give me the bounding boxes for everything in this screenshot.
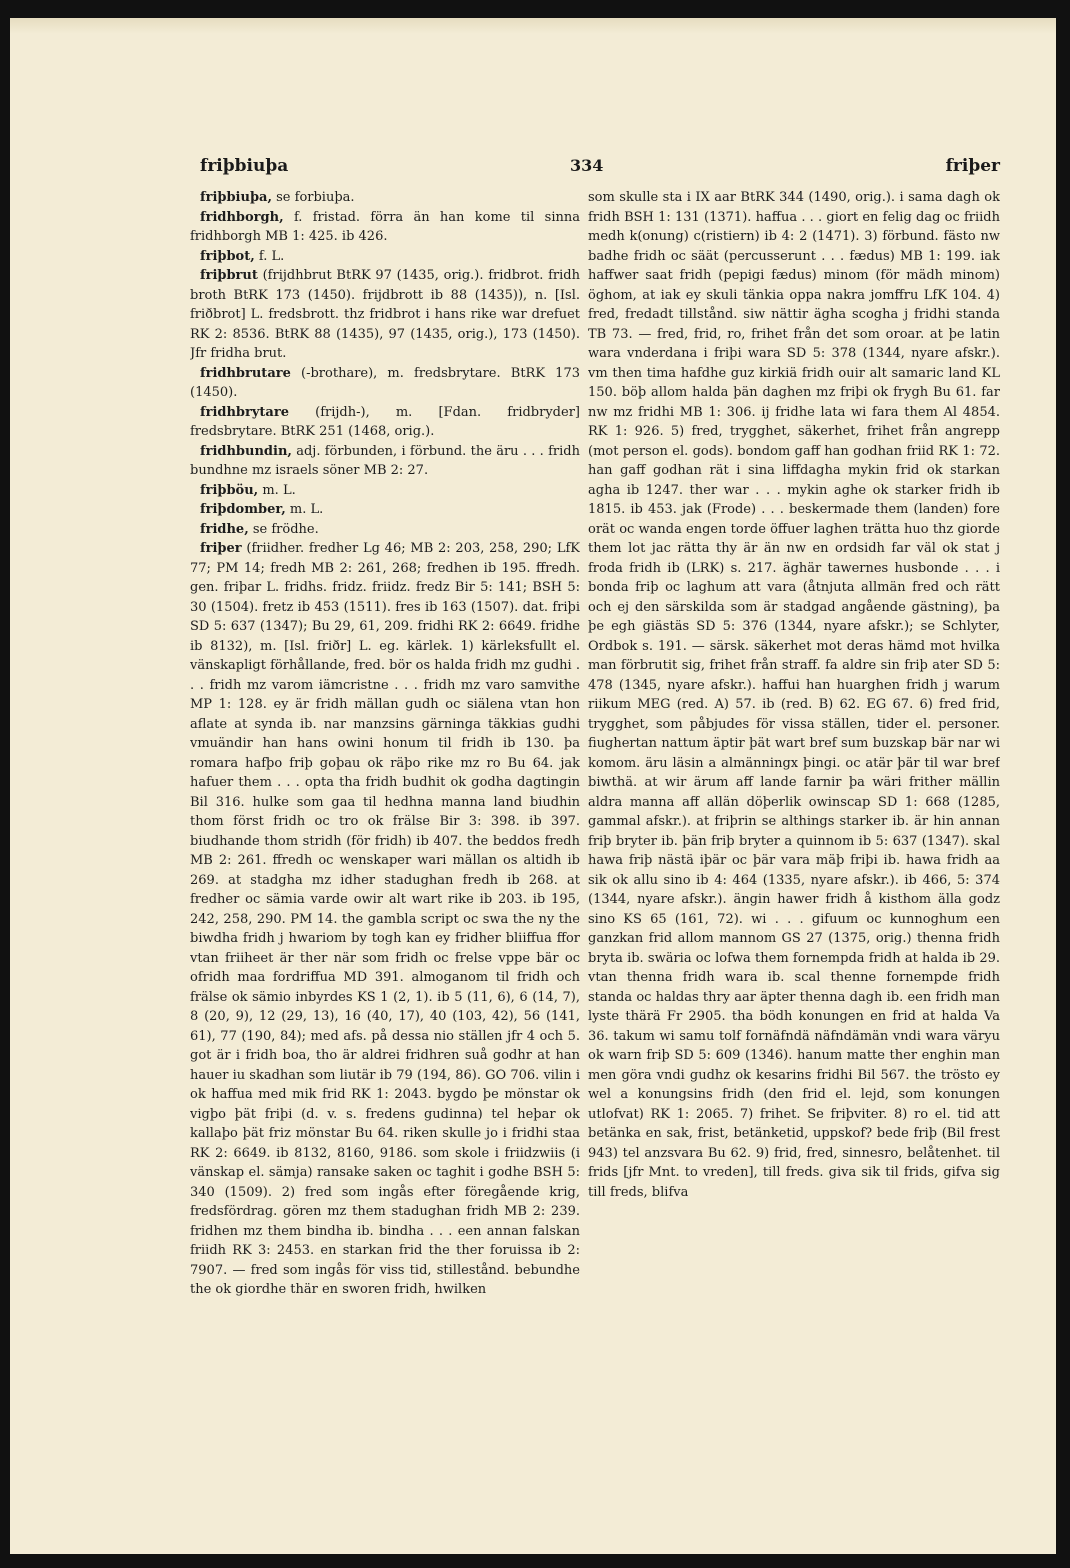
entry-text: (frijdhbrut BtRK 97 (1435, orig.). fridbrot. fridh broth BtRK 173 (1450). frijdbrott ib 88 (1435)), n. [Isl. friðbrot] L. fredsbrott. thz fridbrot i hans rike war drefuet RK 2: 8536. BtRK 88 (1435), 97 (1435, orig.), 173 (1450). Jfr fridha brut. — [190, 268, 580, 361]
header-right-catchword: friþer — [945, 156, 1000, 176]
entry — [190, 403, 580, 442]
entry-text: m. L. — [289, 502, 324, 517]
entry-text: (frijdh-), m. [Fdan. fridbryder] fredsbrytare. BtRK 251 (1468, orig.). — [190, 404, 580, 439]
headword: friþbot, — [200, 248, 255, 264]
header-left-catchword: friþbiuþa — [200, 156, 289, 176]
entry — [190, 500, 580, 520]
entry — [190, 520, 580, 540]
entry-text: se forbiuþa. — [276, 190, 355, 205]
entry — [190, 188, 580, 208]
page-header — [200, 156, 1000, 182]
headword: fridhborgh, — [200, 209, 284, 225]
entry-text: som skulle sta i IX aar BtRK 344 (1490, orig.). i sama dagh ok fridh BSH 1: 131 (1371). haffua . . . giort en felig dag oc friidh medh k(onung) c(ristiern) ib 4: 2 (1471). 3) förbund. fästo nw badhe fridh oc säät (percusserunt . . . fædus) MB 1: 199. iak haffwer saat fridh (pepigi fædus) minom (för mädh minom) öghom, at iak ey skuli tänkia oppa nakra jomffru LfK 104. 4) fred, fredadt tillstånd. siw nättir ägha scogha j fridhi standa TB 73. — fred, frid, ro, frihet från det som oroar. at þe latin wara vnderdana i friþi wara SD 5: 378 (1344, nyare afskr.). vm then tima hafdhe guz kirkiä fridh ouir alt samaric land KL 150. böþ allom halda þän daghen mz friþi ok frygh Bu 61. far nw mz fridhi MB 1: 306. ij fridhe lata wi fara them Al 4854. RK 1: 926. 5) fred, trygghet, säkerhet, frihet från angrepp (mot person el. gods). bondom gaff han godhan friid RK 1: 72. han gaff godhan rät i sina liffdagha mykin frid ok starkan agha ib 1247. ther war . . . mykin aghe ok starker fridh ib 1815. ib 453. jak (Frode) . . . beskermade them (landen) fore orät oc wanda engen torde öffuer laghen trätta huo thz giorde them lot jac rätta thy är än nw en ordsidh far väl ok stat j froda fridh ib (LRK) s. 217. äghär tawernes husbonde . . . i bonda friþ oc laghum att vara (åtnjuta allmän fred och rätt och ej den särskilda som är stadgad angående gästning), þa þe egh giästäs SD 5: 376 (1344, nyare afskr.); se Schlyter, Ordbok s. 191. — särsk. säkerhet mot deras hämd mot hvilka man förbrutit sig, frihet från straff. fa aldre sin friþ ater SD 5: 478 (1345, nyare afskr.). haffui han huarghen fridh j warum riikum MEG (red. A) 57. ib (red. B) 62. EG 67. 6) fred frid, trygghet, som påbjudes för vissa ställen, tider el. personer. fiughertan nattum äptir þät wart bref sum buzskap bär nar wi komom. äru läsin a almänningx þingi. oc atär þär til war bref biwthä. at wir ärum aff lande farnir þa wäri frither mällin aldra manna aff allän döþerlik owinscap SD 1: 668 (1285, gammal afskr.). at friþrin se althings starker ib. är hin annan friþ bryter ib. þän friþ bryter a quinnom ib 5: 637 (1347). skal hawa friþ nästä iþär oc þär vara mäþ friþi ib. hawa fridh aa sik ok allu sino ib 4: 464 (1335, nyare afskr.). ib 466, 5: 374 (1344, nyare afskr.). ängin hawer fridh å kisthom älla godz sino KS 65 (161, 72). wi . . . gifuum oc kunnoghum een ganzkan frid allom mannom GS 27 (1375, orig.) thenna fridh bryta ib. swäria oc lofwa them fornempda fridh at halda ib 29. vtan thenna fridh wara ib. scal thenne fornempde fridh standa oc haldas thry aar äpter thenna dagh ib. een fridh man lyste thärä Fr 2905. tha bödh konungen en frid at halda Va 36. takum wi samu tolf fornäfndä näfndämän vndi wara väryu ok warn friþ SD 5: 609 (1346). hanum matte ther enghin man men göra vndi gudhz ok kesarins fridhi Bil 567. the trösto ey wel a konungsins fridh (den frid el. lejd, som konungen utlofvat) RK 1: 2065. 7) frihet. Se friþviter. 8) ro el. tid att betänka en sak, frist, betänketid, uppskof? bede friþ (Bil frest 943) tel anzsvara Bu 62. 9) frid, fred, sinnesro, belåtenhet. til frids [jfr Mnt. to vreden], till freds. giva sik til frids, gifva sig till freds, blifva — [588, 190, 1000, 1200]
headword: fridhe, — [200, 521, 249, 537]
headword: fridhbrytare — [200, 404, 289, 420]
entry — [190, 481, 580, 501]
entry-text: (friidher. fredher Lg 46; MB 2: 203, 258, 290; LfK 77; PM 14; fredh MB 2: 261, 268; fredhen ib 195. ffredh. gen. friþar L. fridhs. fridz. friidz. fredz Bir 5: 141; BSH 5: 30 (1504). fretz ib 453 (1511). fres ib 163 (1507). dat. friþi SD 5: 637 (1347); Bu 29, 61, 209. fridhi RK 2: 6649. fridhe ib 8132), m. [Isl. friðr] L. eg. kärlek. 1) kärleksfullt el. vänskapligt förhållande, fred. bör os halda fridh mz gudhi . . . fridh mz varom iämcristne . . . fridh mz varo samvithe MP 1: 128. ey är fridh mällan gudh oc siälena vtan hon aflate at synda ib. nar manzsins gärninga täkkias gudhi vmuändir han hans owini honum til fridh ib 130. þa romara hafþo friþ goþau ok räþo rike mz ro Bu 64. jak hafuer them . . . opta tha fridh budhit ok godha dagtingin Bil 316. hulke som gaa til hedhna manna land biudhin thom först fridh oc tro ok frälse Bir 3: 398. ib 397. biudhande thom stridh (för fridh) ib 407. the beddos fredh MB 2: 261. ffredh oc wenskaper wari mällan os altidh ib 269. at stadgha mz idher stadughan fredh ib 268. at fredher oc sämia varde owir alt wart rike ib 203. ib 195, 242, 258, 290. PM 14. the gambla script oc swa the ny the biwdha fridh j hwariom by togh kan ey fridher bliiffua ffor vtan friiheet är ther när som fridh oc frelse vppe bär oc ofridh maa fordriffua MD 391. almoganom til fridh och frälse ok sämio inbyrdes KS 1 (2, 1). ib 5 (11, 6), 6 (14, 7), 8 (20, 9), 12 (29, 13), 16 (40, 17), 40 (103, 42), 56 (141, 61), 77 (190, 84); med afs. på dessa nio ställen jfr 4 och 5. got är i fridh boa, tho är aldrei fridhren suå godhr at han hauer iu skadhan som liutär ib 79 (194, 86). GO 706. vilin i ok haffua med mik frid RK 1: 2043. bygdo þe mönstar ok vigþo þät friþi (d. v. s. fredens gudinna) tel heþar ok kallaþo þät friz mönstar Bu 64. riken skulle jo i fridhi staa RK 2: 6649. ib 8132, 8160, 9186. som skole i friidzwiis (i vänskap el. sämja) ransake saken oc taghit i godhe BSH 5: 340 (1509). 2) fred som ingås efter föregående krig, fredsfördrag. gören mz them stadughan fridh MB 2: 239. fridhen mz them bindha ib. bindha . . . een annan falskan friidh RK 3: 2453. en starkan frid the ther foruissa ib 2: 7907. — fred som ingås för viss tid, stillestånd. bebundhe the ok giordhe thär en sworen fridh, hwilken — [190, 541, 580, 1297]
headword: fridhbundin, — [200, 443, 292, 459]
entry-text: f. fristad. förra än han kome til sinna fridhborgh MB 1: 425. ib 426. — [190, 209, 580, 244]
right-column — [588, 188, 1000, 1403]
entry — [190, 266, 580, 364]
entry — [190, 539, 580, 1300]
entry-text: (-brothare), m. fredsbrytare. BtRK 173 (1450). — [190, 365, 580, 400]
headword: friþböu, — [200, 482, 259, 498]
page-top-edge — [10, 18, 1056, 34]
headword: friþer — [200, 541, 242, 556]
headword: fridhbrutare — [200, 365, 291, 381]
left-column — [190, 188, 580, 1403]
entry-text: se frödhe. — [252, 521, 319, 537]
dictionary-page — [10, 18, 1056, 1554]
entry-continuation — [588, 188, 1000, 1202]
entry-text: f. L. — [258, 248, 285, 264]
entry — [190, 247, 580, 267]
entry-text: adj. förbunden, i förbund. the äru . . . fridh bundhne mz israels söner MB 2: 27. — [190, 443, 580, 478]
headword: friþdomber, — [200, 502, 286, 517]
headword: friþbrut — [200, 268, 258, 283]
entry — [190, 208, 580, 247]
entry — [190, 442, 580, 481]
entry — [190, 364, 580, 403]
entry-text: m. L. — [262, 482, 296, 498]
headword: friþbiuþa, — [200, 190, 272, 205]
page-number: 334 — [570, 156, 604, 175]
